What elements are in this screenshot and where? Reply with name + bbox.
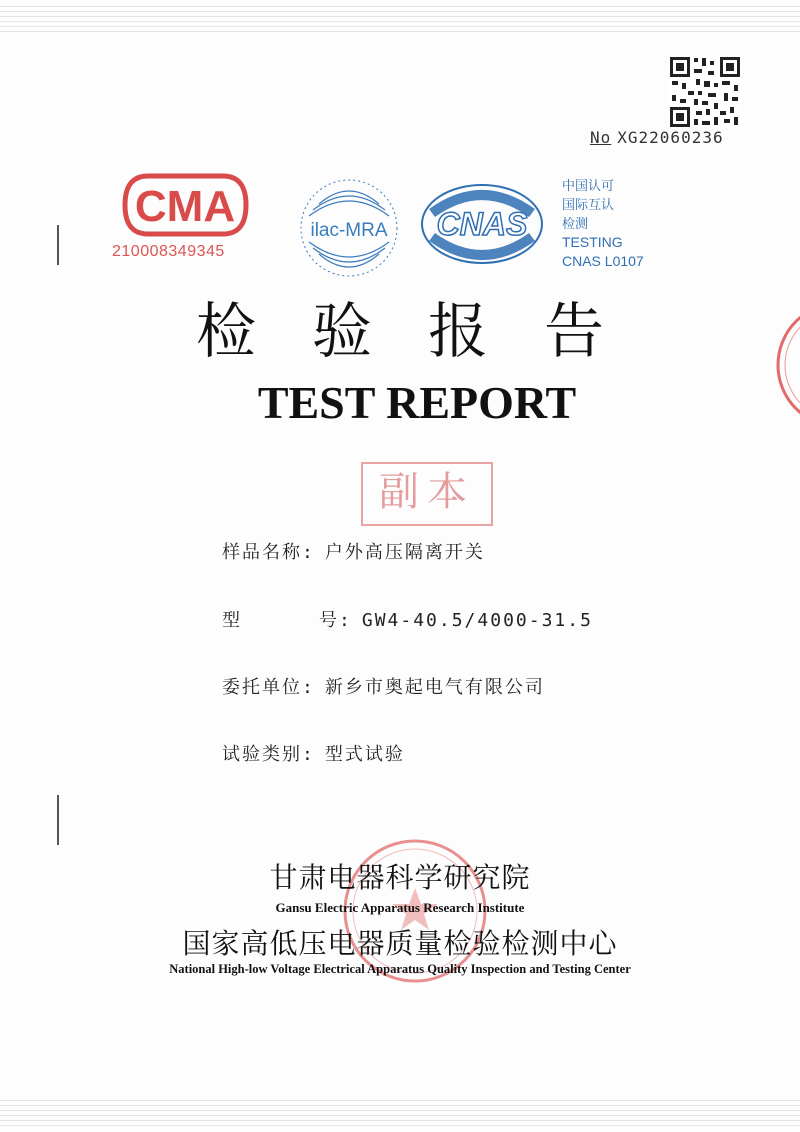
field-value: 户外高压隔离开关 <box>324 542 485 563</box>
center-name-cn: 国家高低压电器质量检验检测中心 <box>182 927 618 960</box>
field-test-type <box>222 740 405 766</box>
field-label: 试验类别: <box>222 744 315 765</box>
cnas-logo-icon <box>420 183 544 265</box>
field-model <box>222 606 593 632</box>
binding-mark <box>57 795 59 845</box>
field-value: 型式试验 <box>324 744 405 765</box>
center-name-en: National High-low Voltage Electrical Apparatus Quality Inspection and Testing Center <box>169 962 631 976</box>
ilac-mra-logo-icon <box>293 176 405 280</box>
institute-name-en: Gansu Electric Apparatus Research Institute <box>275 900 525 915</box>
qr-code-icon <box>668 55 742 129</box>
field-label: 型 号: <box>222 610 352 631</box>
field-client <box>222 673 545 699</box>
report-number-value: XG22060236 <box>617 128 724 147</box>
report-title-en: TEST REPORT <box>257 377 577 428</box>
field-value: GW4-40.5/4000-31.5 <box>361 610 593 631</box>
ilac-logo-text: ilac-MRA <box>310 220 388 241</box>
cnas-line: 中国认可 <box>562 178 615 193</box>
report-number <box>590 128 724 147</box>
cnas-line: 检测 <box>562 216 589 231</box>
cma-logo-text: CMA <box>134 182 236 231</box>
cnas-logo-text: CNAS <box>436 206 528 242</box>
field-label: 委托单位: <box>222 677 315 698</box>
report-title-cn: 检验报告 <box>196 297 660 367</box>
binding-mark <box>57 225 59 265</box>
field-sample-name <box>222 538 485 564</box>
cnas-line: CNAS L0107 <box>562 253 644 269</box>
cma-number: 210008349345 <box>112 243 225 260</box>
cnas-accreditation-text <box>562 176 644 271</box>
institute-name-cn: 甘肃电器科学研究院 <box>269 861 531 894</box>
cnas-line: 国际互认 <box>562 197 615 212</box>
field-label: 样品名称: <box>222 542 315 563</box>
copy-stamp: 副本 <box>361 462 493 526</box>
report-number-prefix: No <box>590 128 612 147</box>
cnas-line: TESTING <box>562 234 623 250</box>
field-value: 新乡市奥起电气有限公司 <box>324 677 545 698</box>
cma-logo-icon <box>118 170 253 240</box>
